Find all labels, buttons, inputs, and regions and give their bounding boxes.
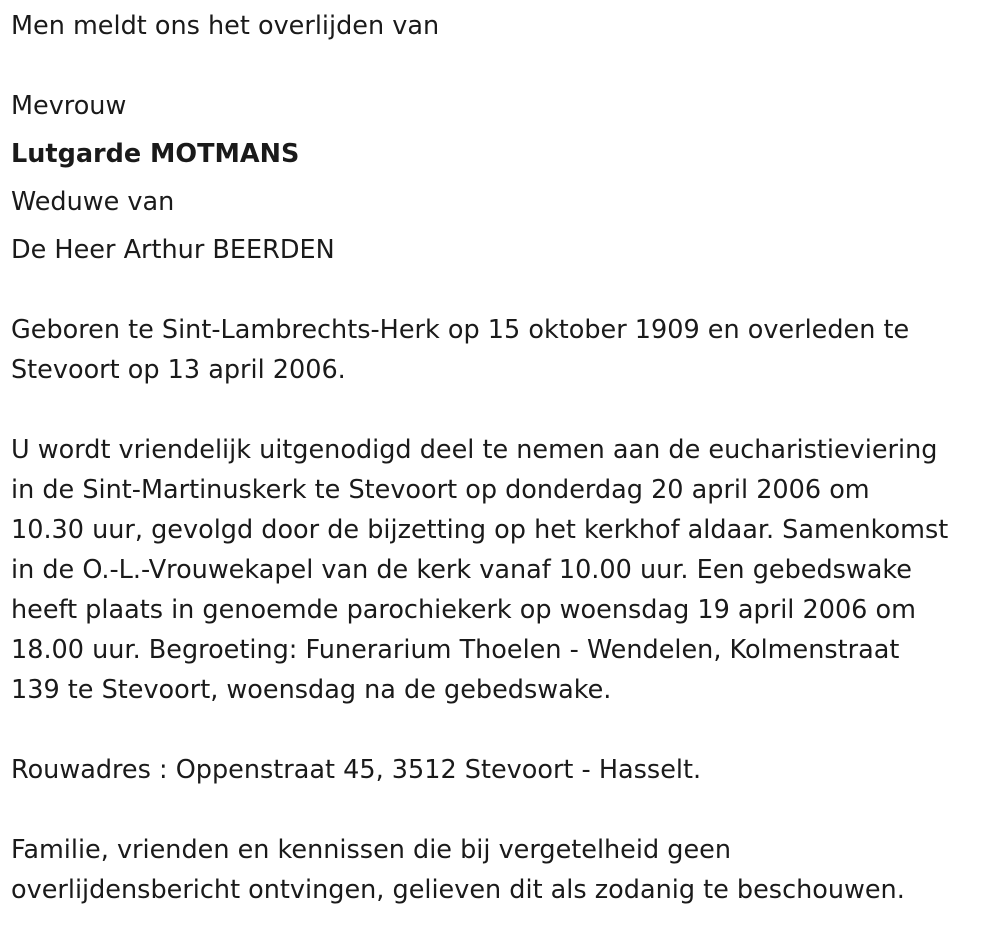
- ceremony-line: in de O.-L.-Vrouwekapel van de kerk vanaf 10.00 uur. Een gebedswake: [11, 555, 912, 585]
- intro-text: Men meldt ons het overlijden van: [11, 11, 440, 41]
- spouse-name: De Heer Arthur BEERDEN: [11, 235, 335, 265]
- ceremony-paragraph: [11, 430, 991, 710]
- closing-line: Familie, vrienden en kennissen die bij vergetelheid geen: [11, 835, 731, 865]
- birth-death-line: Stevoort op 13 april 2006.: [11, 355, 346, 385]
- address-paragraph: [11, 750, 991, 790]
- ceremony-line: 139 te Stevoort, woensdag na de gebedswake.: [11, 675, 612, 705]
- birth-death-paragraph: [11, 310, 991, 390]
- closing-line: overlijdensbericht ontvingen, gelieven dit als zodanig te beschouwen.: [11, 875, 905, 905]
- ceremony-line: 18.00 uur. Begroeting: Funerarium Thoelen - Wendelen, Kolmenstraat: [11, 635, 900, 665]
- mourning-address: Rouwadres : Oppenstraat 45, 3512 Stevoort - Hasselt.: [11, 755, 702, 785]
- closing-paragraph: [11, 830, 991, 910]
- ceremony-line: U wordt vriendelijk uitgenodigd deel te nemen aan de eucharistieviering: [11, 435, 938, 465]
- ceremony-line: heeft plaats in genoemde parochiekerk op woensdag 19 april 2006 om: [11, 595, 916, 625]
- ceremony-line: 10.30 uur, gevolgd door de bijzetting op het kerkhof aldaar. Samenkomst: [11, 515, 949, 545]
- obituary-notice: [11, 6, 991, 910]
- widow-label: Weduwe van: [11, 187, 175, 217]
- birth-death-line: Geboren te Sint-Lambrechts-Herk op 15 oktober 1909 en overleden te: [11, 315, 910, 345]
- ceremony-line: in de Sint-Martinuskerk te Stevoort op donderdag 20 april 2006 om: [11, 475, 870, 505]
- deceased-name: Lutgarde MOTMANS: [11, 139, 300, 169]
- honorific: Mevrouw: [11, 91, 127, 121]
